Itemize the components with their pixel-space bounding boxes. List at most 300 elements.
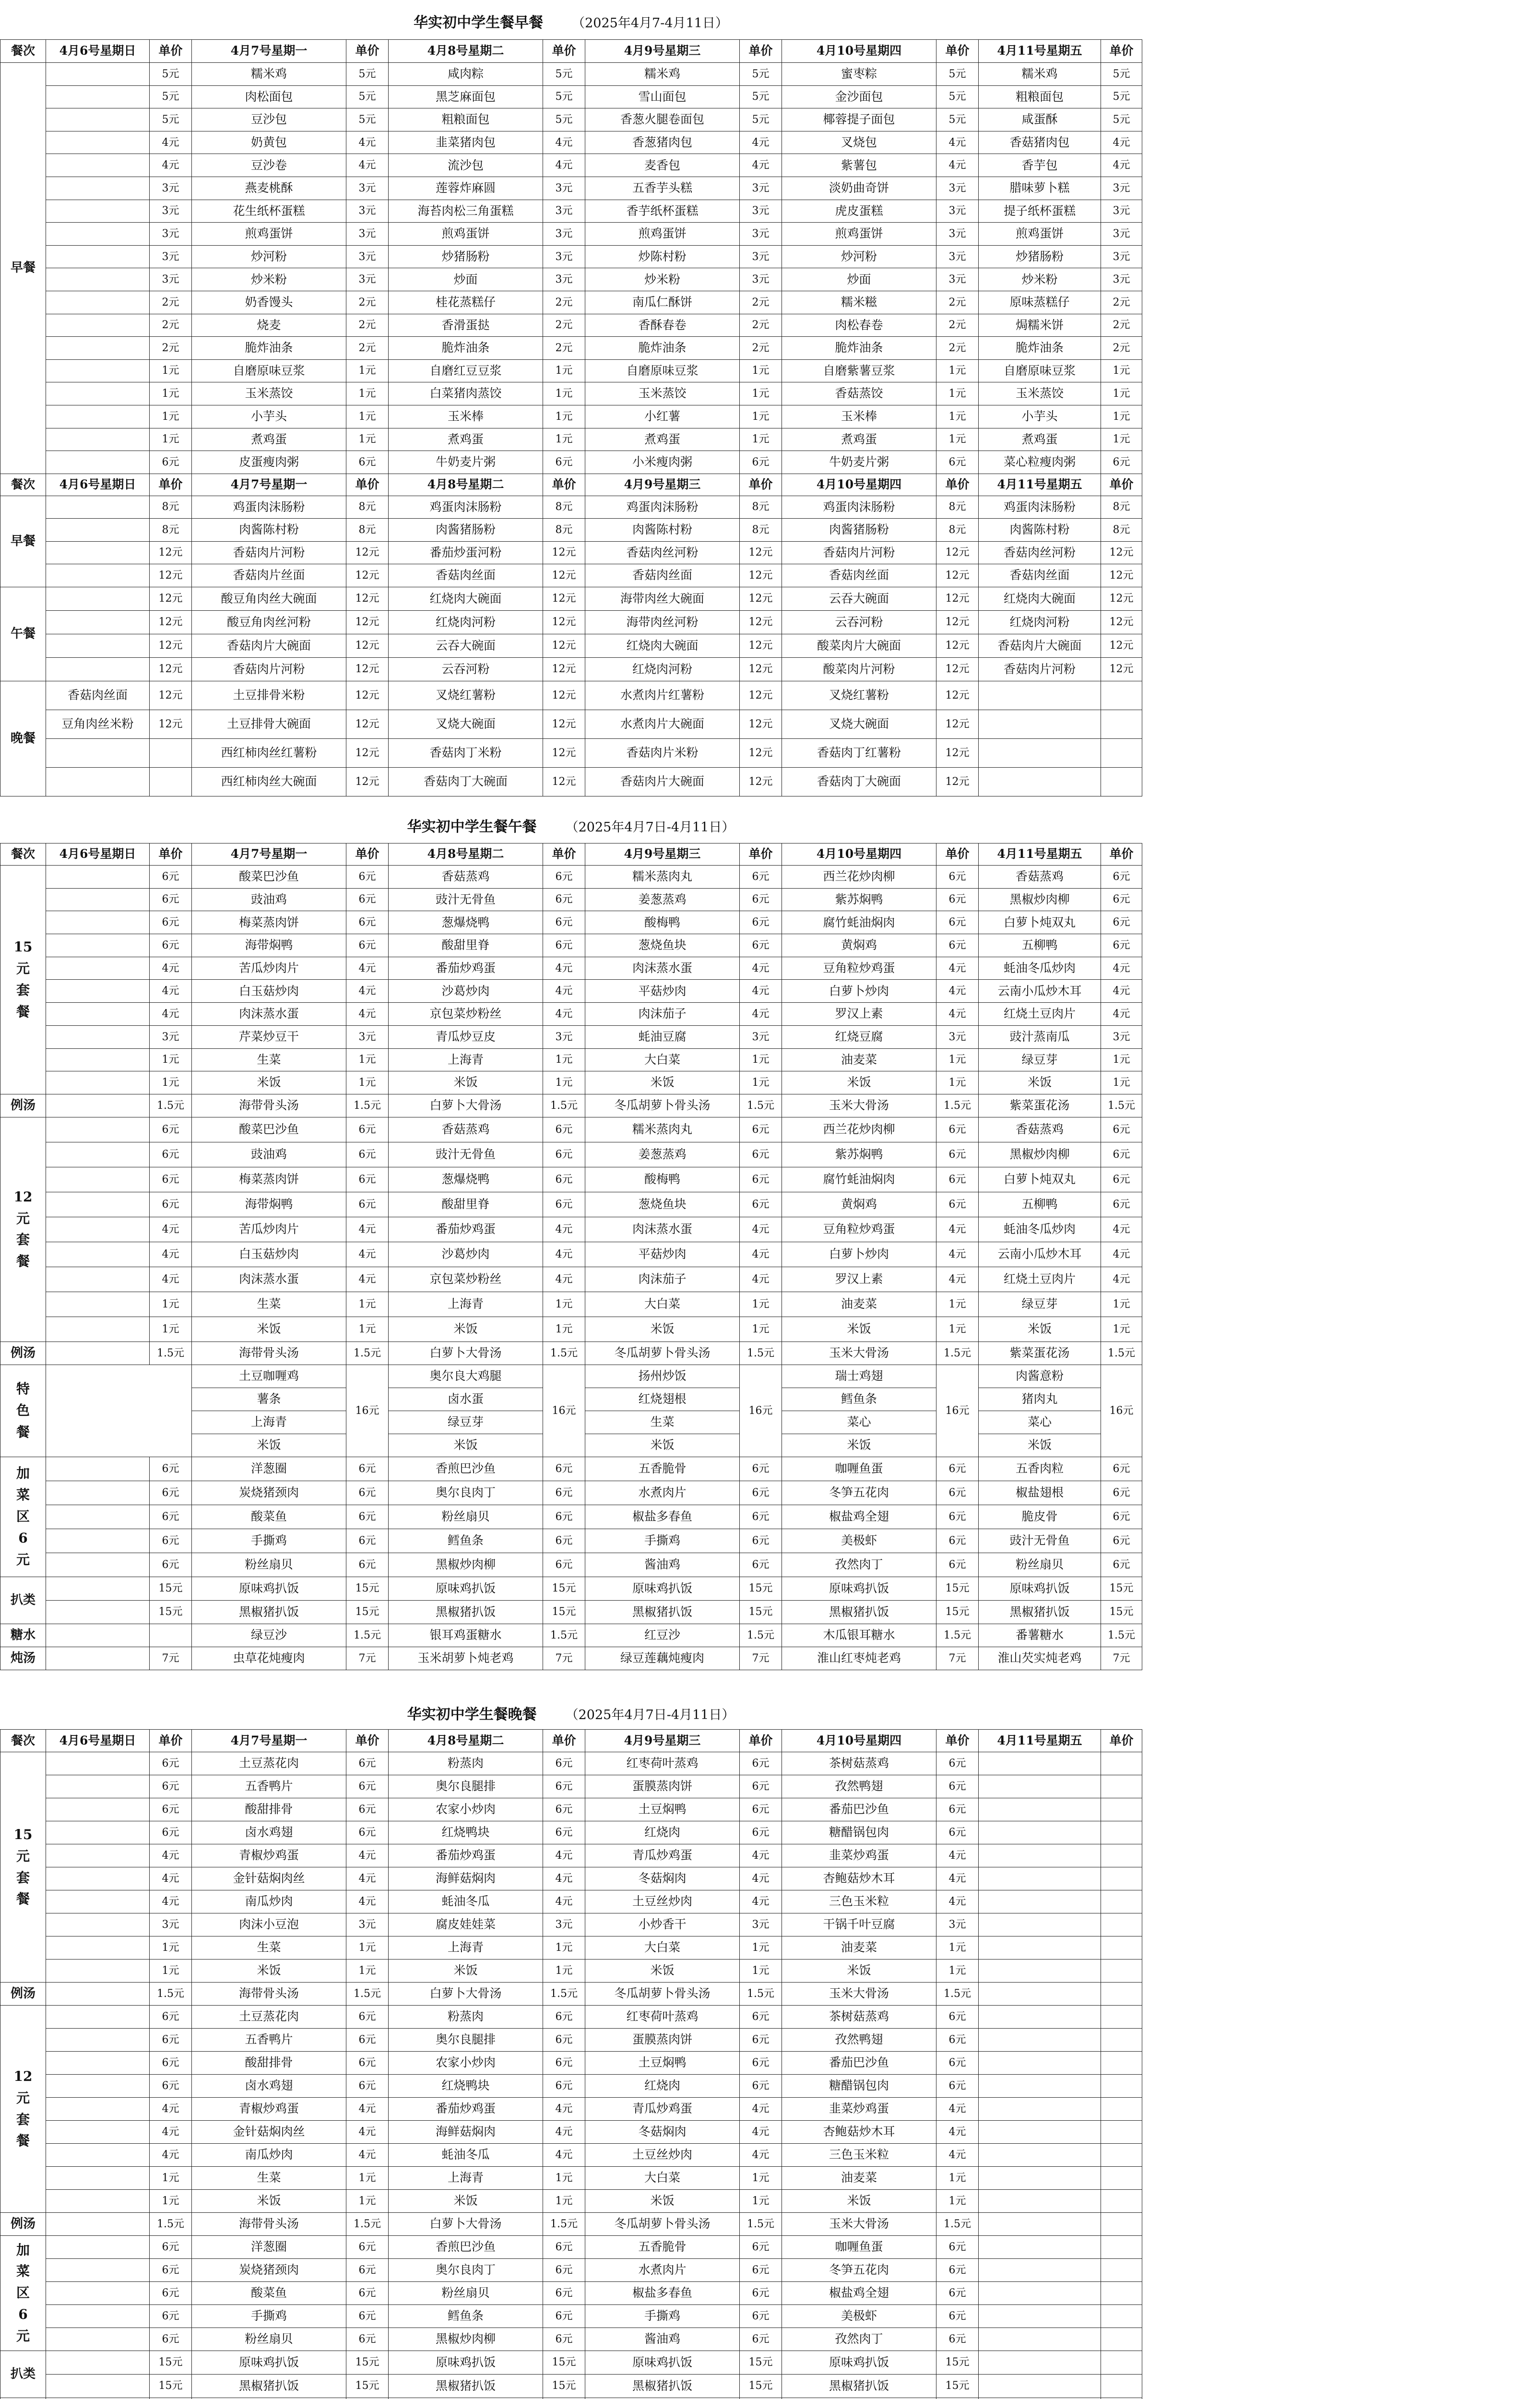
dish-cell: 白萝卜大骨汤 bbox=[389, 2213, 543, 2236]
dish-cell: 白萝卜大骨汤 bbox=[389, 1094, 543, 1117]
dish-cell: 五香鸭片 bbox=[192, 1775, 346, 1798]
dish-cell: 肉松面包 bbox=[192, 85, 346, 108]
dish-cell: 糯米蒸肉丸 bbox=[585, 866, 740, 889]
dish-cell: 红烧肉河粉 bbox=[389, 610, 543, 634]
dish-cell: 肉酱陈村粉 bbox=[585, 519, 740, 542]
day-header: 4月9号星期三 bbox=[585, 474, 740, 496]
price-cell: 12元 bbox=[936, 738, 979, 767]
dish-cell: 上海青 bbox=[389, 2167, 543, 2190]
dish-cell: 香芋包 bbox=[979, 154, 1101, 177]
price-cell: 3元 bbox=[740, 177, 782, 200]
dish-cell: 红烧肉河粉 bbox=[979, 610, 1101, 634]
dinner-noodle-row bbox=[0, 738, 1142, 767]
dish-cell bbox=[46, 1003, 150, 1026]
dish-cell bbox=[979, 2098, 1101, 2121]
dish-cell bbox=[46, 1844, 150, 1867]
dish-cell: 椒盐多春鱼 bbox=[585, 1505, 740, 1529]
dish-cell: 红烧肉大碗面 bbox=[585, 634, 740, 657]
dish-cell: 紫苏焖鸭 bbox=[782, 888, 936, 911]
price-cell: 12元 bbox=[346, 657, 389, 681]
price-header: 单价 bbox=[346, 40, 389, 63]
breakfast-main-row bbox=[0, 382, 1142, 405]
price-cell: 1元 bbox=[346, 1048, 389, 1071]
day-header: 4月8号星期二 bbox=[389, 843, 543, 866]
dish-cell: 豉油鸡 bbox=[192, 888, 346, 911]
lunch-set12-row bbox=[0, 1117, 1142, 1142]
price-cell bbox=[1101, 1913, 1142, 1936]
breakfast-main-row bbox=[0, 200, 1142, 223]
price-cell: 3元 bbox=[346, 1913, 389, 1936]
dish-cell: 腐竹蚝油焖肉 bbox=[782, 1167, 936, 1192]
price-cell bbox=[1101, 1936, 1142, 1960]
dish-cell: 粉丝扇贝 bbox=[192, 2328, 346, 2351]
dish-cell bbox=[46, 1192, 150, 1217]
dish-cell bbox=[46, 1821, 150, 1844]
dish-cell: 香菇猪肉包 bbox=[979, 131, 1101, 154]
dish-cell: 肉酱猪肠粉 bbox=[782, 519, 936, 542]
dish-cell: 香菇蒸鸡 bbox=[389, 1117, 543, 1142]
dinner-extra-row bbox=[0, 2305, 1142, 2328]
dish-cell: 香煎巴沙鱼 bbox=[389, 2236, 543, 2259]
price-cell: 2元 bbox=[346, 337, 389, 360]
dish-cell: 香菇肉丁大碗面 bbox=[782, 767, 936, 796]
dish-cell: 粉丝扇贝 bbox=[389, 2282, 543, 2305]
price-cell: 1元 bbox=[1101, 1292, 1142, 1317]
dish-cell: 黑椒猪扒饭 bbox=[782, 1600, 936, 1624]
dish-cell: 手撕鸡 bbox=[585, 1529, 740, 1553]
dish-cell bbox=[46, 131, 150, 154]
price-cell: 2元 bbox=[1101, 291, 1142, 314]
dish-cell: 煎鸡蛋饼 bbox=[782, 223, 936, 246]
dinner-set15-row bbox=[0, 1913, 1142, 1936]
dish-cell: 葱爆烧鸭 bbox=[389, 911, 543, 934]
dish-cell: 香菇肉片大碗面 bbox=[979, 634, 1101, 657]
price-cell: 12元 bbox=[150, 710, 192, 738]
price-cell: 1元 bbox=[740, 405, 782, 428]
dish-cell bbox=[46, 2121, 150, 2144]
dish-cell: 黑椒炒肉柳 bbox=[389, 2328, 543, 2351]
price-cell: 6元 bbox=[150, 1775, 192, 1798]
label-char: 6 bbox=[18, 1530, 28, 1546]
price-cell: 6元 bbox=[936, 1775, 979, 1798]
price-cell: 4元 bbox=[150, 1267, 192, 1292]
lunch-noodle-label: 午餐 bbox=[0, 587, 46, 681]
lunch-stew-label: 炖汤 bbox=[0, 1647, 46, 1670]
price-cell: 6元 bbox=[346, 2259, 389, 2282]
dish-cell: 煮鸡蛋 bbox=[782, 428, 936, 451]
dish-cell: 五柳鸭 bbox=[979, 934, 1101, 957]
price-cell: 4元 bbox=[740, 1003, 782, 1026]
dish-cell: 绿豆芽 bbox=[979, 1292, 1101, 1317]
special-dish-cell: 米饭 bbox=[782, 1434, 936, 1457]
price-cell: 6元 bbox=[150, 1752, 192, 1775]
dish-cell: 手撕鸡 bbox=[192, 1529, 346, 1553]
dish-cell: 孜然鸭翅 bbox=[782, 2029, 936, 2052]
dish-cell: 土豆蒸花肉 bbox=[192, 2006, 346, 2029]
price-cell: 6元 bbox=[740, 1505, 782, 1529]
dish-cell: 梅菜蒸肉饼 bbox=[192, 911, 346, 934]
price-cell: 1元 bbox=[150, 1936, 192, 1960]
dish-cell: 蚝油冬瓜 bbox=[389, 2144, 543, 2167]
price-cell: 1元 bbox=[936, 1317, 979, 1342]
dinner-set15-label bbox=[0, 1752, 46, 1983]
price-cell: 4元 bbox=[346, 1217, 389, 1242]
dish-cell: 粉丝扇贝 bbox=[979, 1553, 1101, 1577]
price-cell: 5元 bbox=[150, 85, 192, 108]
dish-cell: 自磨原味豆浆 bbox=[192, 359, 346, 382]
price-cell: 1元 bbox=[1101, 428, 1142, 451]
meal-col-header: 餐次 bbox=[0, 40, 46, 63]
price-cell: 6元 bbox=[346, 1192, 389, 1217]
dish-cell: 香菇肉丝面 bbox=[782, 564, 936, 587]
day-header: 4月8号星期二 bbox=[389, 1730, 543, 1752]
dish-cell: 韭菜炒鸡蛋 bbox=[782, 2098, 936, 2121]
dish-cell: 叉烧大碗面 bbox=[389, 710, 543, 738]
dish-cell bbox=[46, 2213, 150, 2236]
price-header: 单价 bbox=[150, 40, 192, 63]
dinner-extra-row bbox=[0, 2259, 1142, 2282]
price-header: 单价 bbox=[936, 474, 979, 496]
dish-cell: 香菇肉片丝面 bbox=[192, 564, 346, 587]
price-cell bbox=[1101, 710, 1142, 738]
price-cell: 1元 bbox=[543, 1071, 585, 1094]
price-header: 单价 bbox=[346, 1730, 389, 1752]
lunch-set15-row bbox=[0, 866, 1142, 889]
dish-cell: 罗汉上素 bbox=[782, 1267, 936, 1292]
breakfast-main-row bbox=[0, 245, 1142, 268]
price-cell: 12元 bbox=[150, 587, 192, 610]
dish-cell: 番茄炒鸡蛋 bbox=[389, 1217, 543, 1242]
price-cell: 6元 bbox=[740, 1821, 782, 1844]
price-cell: 6元 bbox=[740, 2305, 782, 2328]
dish-cell bbox=[979, 2167, 1101, 2190]
dish-cell: 香芋纸杯蛋糕 bbox=[585, 200, 740, 223]
price-cell: 6元 bbox=[740, 2075, 782, 2098]
dish-cell bbox=[979, 1867, 1101, 1890]
dish-cell: 紫菜蛋花汤 bbox=[979, 1342, 1101, 1365]
price-cell: 15元 bbox=[150, 1600, 192, 1624]
price-cell: 6元 bbox=[150, 1481, 192, 1505]
price-cell: 6元 bbox=[150, 1167, 192, 1192]
price-cell: 12元 bbox=[346, 710, 389, 738]
price-cell: 6元 bbox=[346, 1775, 389, 1798]
price-cell: 4元 bbox=[150, 131, 192, 154]
price-cell: 1元 bbox=[1101, 382, 1142, 405]
dish-cell: 香菇肉丝面 bbox=[979, 564, 1101, 587]
price-cell: 6元 bbox=[150, 2075, 192, 2098]
dish-cell: 糯米鸡 bbox=[979, 63, 1101, 86]
price-cell: 6元 bbox=[936, 2328, 979, 2351]
price-cell: 6元 bbox=[740, 911, 782, 934]
dish-cell bbox=[46, 2029, 150, 2052]
price-cell: 2元 bbox=[740, 337, 782, 360]
price-cell: 4元 bbox=[936, 957, 979, 980]
dish-cell: 米饭 bbox=[585, 1071, 740, 1094]
price-cell: 15元 bbox=[740, 1600, 782, 1624]
price-cell: 12元 bbox=[346, 634, 389, 657]
price-cell: 1元 bbox=[346, 1071, 389, 1094]
price-cell: 6元 bbox=[150, 451, 192, 474]
price-cell: 15元 bbox=[150, 1577, 192, 1600]
price-cell: 4元 bbox=[543, 980, 585, 1003]
price-cell: 1.5元 bbox=[150, 1983, 192, 2006]
price-cell: 6元 bbox=[150, 911, 192, 934]
dish-cell: 白萝卜大骨汤 bbox=[389, 1342, 543, 1365]
dish-cell: 五柳鸭 bbox=[979, 1192, 1101, 1217]
special-dish-cell: 猪肉丸 bbox=[979, 1388, 1101, 1411]
price-cell: 6元 bbox=[543, 911, 585, 934]
dish-cell: 米饭 bbox=[389, 1317, 543, 1342]
dish-cell bbox=[46, 2282, 150, 2305]
price-cell: 4元 bbox=[346, 154, 389, 177]
price-cell: 4元 bbox=[150, 1003, 192, 1026]
price-cell: 6元 bbox=[543, 1457, 585, 1481]
price-cell: 3元 bbox=[936, 245, 979, 268]
dish-cell: 豆沙卷 bbox=[192, 154, 346, 177]
dish-cell: 红烧肉大碗面 bbox=[979, 587, 1101, 610]
price-header: 单价 bbox=[150, 474, 192, 496]
dish-cell: 虎皮蛋糕 bbox=[782, 200, 936, 223]
dish-cell bbox=[979, 1821, 1101, 1844]
price-cell: 1元 bbox=[150, 428, 192, 451]
price-cell: 4元 bbox=[543, 1242, 585, 1267]
dinner-rice-label: 扒类 bbox=[0, 2351, 46, 2398]
price-cell: 6元 bbox=[150, 1117, 192, 1142]
day-header: 4月10号星期四 bbox=[782, 1730, 936, 1752]
dish-cell: 大白菜 bbox=[585, 1292, 740, 1317]
dish-cell: 粉蒸肉 bbox=[389, 2006, 543, 2029]
dish-cell: 米饭 bbox=[782, 1071, 936, 1094]
price-cell: 4元 bbox=[740, 1242, 782, 1267]
dish-cell: 肉沫小豆泡 bbox=[192, 1913, 346, 1936]
dish-cell: 粗粮面包 bbox=[979, 85, 1101, 108]
lunch-noodle-row bbox=[0, 587, 1142, 610]
dish-cell: 西兰花炒肉柳 bbox=[782, 866, 936, 889]
lunch-set12-row bbox=[0, 1317, 1142, 1342]
price-cell bbox=[1101, 2213, 1142, 2236]
price-cell: 4元 bbox=[740, 1890, 782, 1913]
price-cell: 2元 bbox=[543, 291, 585, 314]
dish-cell: 绿豆芽 bbox=[979, 1048, 1101, 1071]
price-cell: 6元 bbox=[543, 1167, 585, 1192]
price-cell: 15元 bbox=[543, 1577, 585, 1600]
price-cell: 5元 bbox=[936, 63, 979, 86]
dish-cell: 煮鸡蛋 bbox=[192, 428, 346, 451]
price-cell: 1元 bbox=[346, 2190, 389, 2213]
price-cell: 1元 bbox=[1101, 405, 1142, 428]
price-header: 单价 bbox=[936, 40, 979, 63]
dish-cell: 鸡蛋肉沫肠粉 bbox=[585, 496, 740, 519]
price-cell: 6元 bbox=[150, 2328, 192, 2351]
dish-cell: 生菜 bbox=[192, 1936, 346, 1960]
dish-cell: 金针菇焖肉丝 bbox=[192, 2121, 346, 2144]
dish-cell: 葱爆烧鸭 bbox=[389, 1167, 543, 1192]
dish-cell: 生菜 bbox=[192, 1292, 346, 1317]
dinner-set15-row bbox=[0, 1775, 1142, 1798]
lunch-extra-row bbox=[0, 1553, 1142, 1577]
dish-cell: 炒面 bbox=[782, 268, 936, 291]
dish-cell: 腐竹蚝油焖肉 bbox=[782, 911, 936, 934]
dish-cell: 煎鸡蛋饼 bbox=[585, 223, 740, 246]
dish-cell bbox=[46, 1267, 150, 1292]
price-cell: 6元 bbox=[543, 1142, 585, 1167]
dish-cell bbox=[979, 1752, 1101, 1775]
price-cell: 3元 bbox=[936, 177, 979, 200]
dish-cell: 红烧肉大碗面 bbox=[389, 587, 543, 610]
special-dish-cell: 土豆咖喱鸡 bbox=[192, 1365, 346, 1388]
price-cell: 4元 bbox=[740, 2098, 782, 2121]
dish-cell: 椒盐多春鱼 bbox=[585, 2282, 740, 2305]
price-cell: 4元 bbox=[1101, 1267, 1142, 1292]
price-cell: 6元 bbox=[936, 866, 979, 889]
dish-cell bbox=[979, 1798, 1101, 1821]
dish-cell bbox=[979, 1775, 1101, 1798]
dish-cell: 水煮肉片大碗面 bbox=[585, 710, 740, 738]
dish-cell: 木瓜银耳糖水 bbox=[782, 1624, 936, 1647]
price-cell: 4元 bbox=[936, 1867, 979, 1890]
price-cell: 2元 bbox=[150, 291, 192, 314]
breakfast-main-row bbox=[0, 428, 1142, 451]
dinner-set15-row bbox=[0, 1752, 1142, 1775]
price-cell: 1.5元 bbox=[150, 1342, 192, 1365]
dish-cell: 冬瓜胡萝卜骨头汤 bbox=[585, 1094, 740, 1117]
price-cell: 6元 bbox=[150, 2305, 192, 2328]
dish-cell: 白萝卜炖双丸 bbox=[979, 911, 1101, 934]
price-cell: 6元 bbox=[543, 1117, 585, 1142]
dish-cell: 米饭 bbox=[192, 1960, 346, 1983]
label-char: 特 bbox=[16, 1381, 30, 1397]
dish-cell: 炭烧猪颈肉 bbox=[192, 2259, 346, 2282]
dish-cell: 玉米棒 bbox=[782, 405, 936, 428]
price-header: 单价 bbox=[936, 1730, 979, 1752]
dinner-set15-row bbox=[0, 1960, 1142, 1983]
dish-cell bbox=[46, 587, 150, 610]
dinner-title bbox=[0, 1702, 1142, 1723]
dish-cell: 腐皮娃娃菜 bbox=[389, 1913, 543, 1936]
price-cell: 6元 bbox=[346, 451, 389, 474]
breakfast-main-row bbox=[0, 451, 1142, 474]
dish-cell: 金沙面包 bbox=[782, 85, 936, 108]
dish-cell: 炒猪肠粉 bbox=[389, 245, 543, 268]
price-cell: 15元 bbox=[936, 1600, 979, 1624]
dish-cell: 粉蒸肉 bbox=[389, 1752, 543, 1775]
price-cell: 4元 bbox=[543, 131, 585, 154]
price-cell: 3元 bbox=[936, 268, 979, 291]
dish-cell: 洋葱圈 bbox=[192, 1457, 346, 1481]
price-cell: 1元 bbox=[740, 1292, 782, 1317]
price-cell: 6元 bbox=[936, 451, 979, 474]
price-cell bbox=[1101, 767, 1142, 796]
price-cell: 1元 bbox=[346, 1960, 389, 1983]
price-cell: 8元 bbox=[1101, 496, 1142, 519]
dish-cell bbox=[46, 866, 150, 889]
dish-cell: 米饭 bbox=[782, 1317, 936, 1342]
price-cell: 3元 bbox=[936, 200, 979, 223]
price-cell: 6元 bbox=[150, 1142, 192, 1167]
dish-cell: 红烧鸭块 bbox=[389, 1821, 543, 1844]
price-cell: 12元 bbox=[936, 541, 979, 564]
price-cell bbox=[1101, 2029, 1142, 2052]
price-cell: 6元 bbox=[543, 888, 585, 911]
price-header: 单价 bbox=[740, 40, 782, 63]
dish-cell: 红烧土豆肉片 bbox=[979, 1267, 1101, 1292]
price-cell: 12元 bbox=[543, 681, 585, 710]
price-cell: 6元 bbox=[543, 451, 585, 474]
dish-cell bbox=[46, 177, 150, 200]
dish-cell: 炒河粉 bbox=[192, 245, 346, 268]
price-cell: 6元 bbox=[543, 1821, 585, 1844]
price-cell: 15元 bbox=[150, 2351, 192, 2375]
dinner-set15-row bbox=[0, 1936, 1142, 1960]
dish-cell: 烧麦 bbox=[192, 314, 346, 337]
dish-cell: 土豆丝炒肉 bbox=[585, 1890, 740, 1913]
dish-cell: 香菇肉丝面 bbox=[46, 681, 150, 710]
price-cell: 3元 bbox=[740, 245, 782, 268]
price-cell bbox=[1101, 2236, 1142, 2259]
breakfast-main-row bbox=[0, 108, 1142, 131]
price-cell: 1元 bbox=[543, 2190, 585, 2213]
price-cell: 6元 bbox=[740, 2328, 782, 2351]
price-cell: 12元 bbox=[936, 587, 979, 610]
dinner-table bbox=[0, 1729, 1142, 2399]
price-cell: 5元 bbox=[543, 63, 585, 86]
dish-cell: 鸡蛋肉沫肠粉 bbox=[192, 496, 346, 519]
dinner-set12-row bbox=[0, 2052, 1142, 2075]
dish-cell: 豉汁无骨鱼 bbox=[389, 888, 543, 911]
dish-cell: 黑椒猪扒饭 bbox=[585, 1600, 740, 1624]
price-cell: 6元 bbox=[543, 1553, 585, 1577]
price-cell: 12元 bbox=[543, 587, 585, 610]
dish-cell: 黑椒猪扒饭 bbox=[979, 1600, 1101, 1624]
price-cell: 1元 bbox=[150, 405, 192, 428]
breakfast2-header-row bbox=[0, 474, 1142, 496]
price-cell: 3元 bbox=[543, 177, 585, 200]
price-cell: 3元 bbox=[543, 1025, 585, 1048]
price-cell: 1.5元 bbox=[346, 1342, 389, 1365]
dish-cell: 三色玉米粒 bbox=[782, 1890, 936, 1913]
dish-cell: 油麦菜 bbox=[782, 2167, 936, 2190]
lunch-set15-row bbox=[0, 1003, 1142, 1026]
dish-cell: 豆角肉丝米粉 bbox=[46, 710, 150, 738]
price-cell: 1元 bbox=[936, 2190, 979, 2213]
dish-cell bbox=[979, 1983, 1101, 2006]
label-char: 元 bbox=[16, 1551, 30, 1568]
price-cell: 6元 bbox=[1101, 1167, 1142, 1192]
label-char: 餐 bbox=[16, 1424, 30, 1440]
dish-cell: 炭烧猪颈肉 bbox=[192, 1481, 346, 1505]
price-cell: 12元 bbox=[150, 634, 192, 657]
price-cell: 1元 bbox=[1101, 1048, 1142, 1071]
dinner-set12-row bbox=[0, 2121, 1142, 2144]
price-cell: 3元 bbox=[150, 268, 192, 291]
dish-cell: 海鲜菇焖肉 bbox=[389, 2121, 543, 2144]
dish-cell: 白萝卜炒肉 bbox=[782, 1242, 936, 1267]
price-cell: 3元 bbox=[936, 223, 979, 246]
price-cell: 15元 bbox=[740, 2375, 782, 2398]
price-cell: 12元 bbox=[346, 738, 389, 767]
price-cell: 4元 bbox=[543, 2098, 585, 2121]
price-cell: 3元 bbox=[1101, 177, 1142, 200]
dish-cell: 香菇蒸饺 bbox=[782, 382, 936, 405]
dish-cell: 炒米粉 bbox=[192, 268, 346, 291]
dish-cell: 香酥春卷 bbox=[585, 314, 740, 337]
breakfast-main-row bbox=[0, 268, 1142, 291]
price-cell bbox=[1101, 681, 1142, 710]
dish-cell: 黑椒猪扒饭 bbox=[389, 2375, 543, 2398]
price-cell: 5元 bbox=[936, 108, 979, 131]
price-cell: 6元 bbox=[1101, 451, 1142, 474]
price-cell: 1元 bbox=[150, 1048, 192, 1071]
